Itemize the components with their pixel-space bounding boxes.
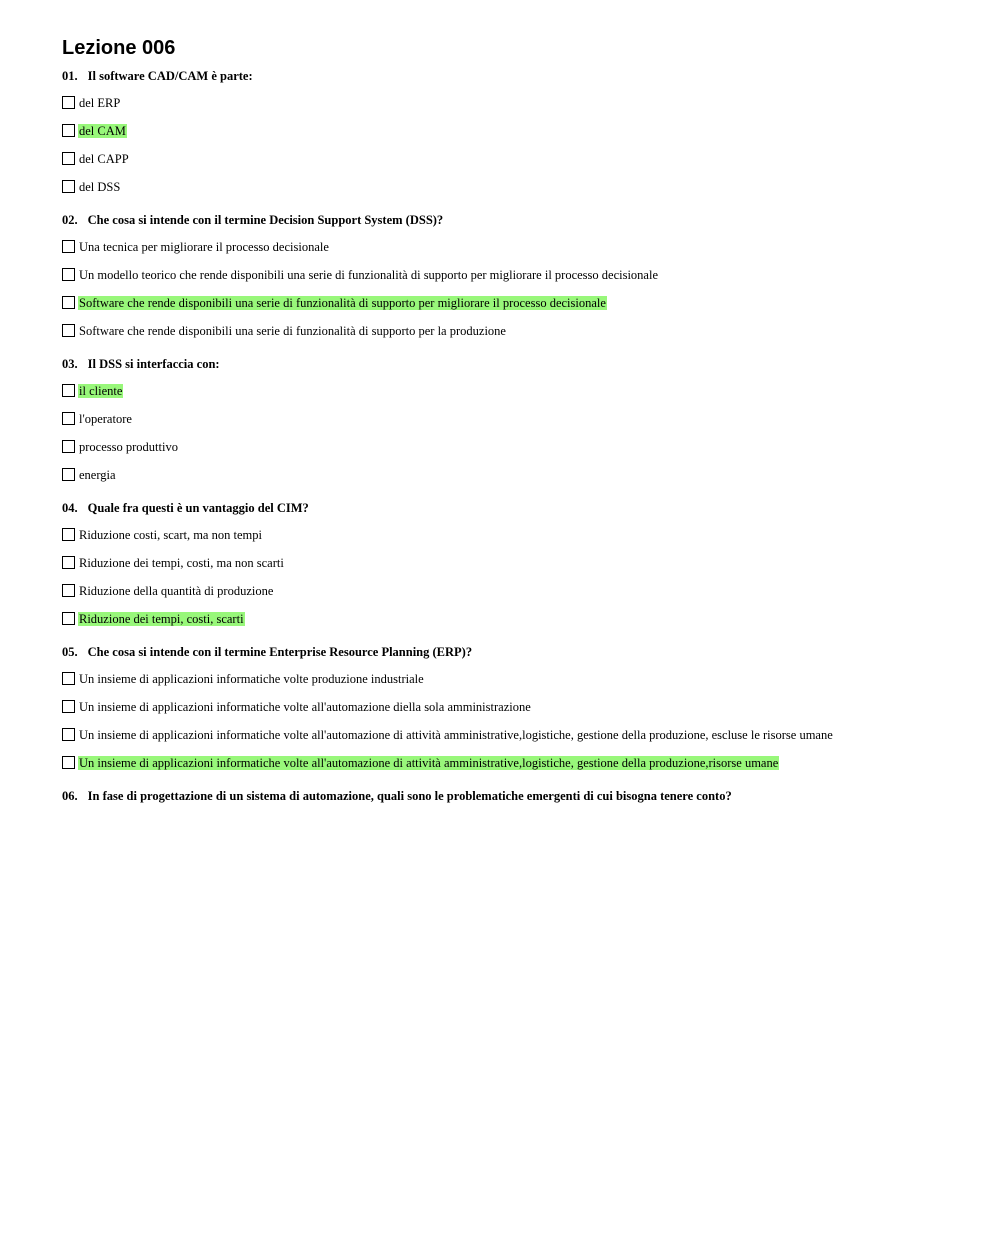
answer-text: del CAPP <box>79 151 129 166</box>
answer-checkbox[interactable] <box>62 528 75 541</box>
answer-option[interactable] <box>62 725 962 744</box>
question-1 <box>62 68 962 196</box>
answer-text: processo produttivo <box>79 439 178 454</box>
answer-checkbox[interactable] <box>62 584 75 597</box>
lesson-title: Lezione 006 <box>62 37 176 59</box>
answer-checkbox[interactable] <box>62 412 75 425</box>
answer-option[interactable] <box>62 93 962 112</box>
question-number: 01. <box>62 69 78 83</box>
question-2 <box>62 212 962 340</box>
answer-text: l'operatore <box>79 411 132 426</box>
question-heading <box>62 212 962 228</box>
question-5 <box>62 644 962 772</box>
answer-option[interactable] <box>62 437 962 456</box>
answer-option[interactable] <box>62 525 962 544</box>
answer-option[interactable] <box>62 121 962 140</box>
answer-text: Riduzione dei tempi, costi, ma non scarti <box>79 555 284 570</box>
answer-checkbox[interactable] <box>62 384 75 397</box>
answer-checkbox[interactable] <box>62 124 75 137</box>
question-list <box>62 68 962 804</box>
answer-option[interactable] <box>62 381 962 400</box>
answer-option[interactable] <box>62 149 962 168</box>
answer-text: Un insieme di applicazioni informatiche volte produzione industriale <box>79 671 424 686</box>
correct-answer-text: Riduzione dei tempi, costi, scarti <box>79 611 244 626</box>
answer-checkbox[interactable] <box>62 700 75 713</box>
question-text: In fase di progettazione di un sistema di automazione, quali sono le problematiche emergenti di cui bisogna tenere conto? <box>87 789 732 803</box>
answer-text: Un insieme di applicazioni informatiche volte all'automazione di attività amministrative,logistiche, gestione della produzione, escluse le risorse umane <box>79 727 833 742</box>
answer-text: del ERP <box>79 95 121 110</box>
question-number: 06. <box>62 789 78 803</box>
question-number: 04. <box>62 501 78 515</box>
answer-checkbox[interactable] <box>62 672 75 685</box>
answer-text: energia <box>79 467 116 482</box>
answer-checkbox[interactable] <box>62 612 75 625</box>
correct-answer-text: del CAM <box>79 123 126 138</box>
answer-checkbox[interactable] <box>62 240 75 253</box>
answer-checkbox[interactable] <box>62 180 75 193</box>
question-text: Quale fra questi è un vantaggio del CIM? <box>87 501 309 515</box>
answer-checkbox[interactable] <box>62 468 75 481</box>
question-number: 02. <box>62 213 78 227</box>
answer-text: del DSS <box>79 179 121 194</box>
answer-option[interactable] <box>62 581 962 600</box>
answer-checkbox[interactable] <box>62 296 75 309</box>
answer-text: Software che rende disponibili una serie di funzionalità di supporto per la produzione <box>79 323 506 338</box>
correct-answer-text: il cliente <box>79 383 123 398</box>
answer-checkbox[interactable] <box>62 96 75 109</box>
answer-option[interactable] <box>62 177 962 196</box>
answer-text: Un modello teorico che rende disponibili una serie di funzionalità di supporto per migliorare il processo decisionale <box>79 267 659 282</box>
answer-option[interactable] <box>62 409 962 428</box>
question-heading <box>62 788 962 804</box>
answer-text: Riduzione costi, scart, ma non tempi <box>79 527 262 542</box>
answer-option[interactable] <box>62 237 962 256</box>
answer-option[interactable] <box>62 753 962 772</box>
question-text: Il software CAD/CAM è parte: <box>87 69 253 83</box>
question-heading <box>62 644 962 660</box>
answer-checkbox[interactable] <box>62 728 75 741</box>
answer-checkbox[interactable] <box>62 268 75 281</box>
answer-option[interactable] <box>62 265 962 284</box>
question-number: 03. <box>62 357 78 371</box>
quiz-page <box>62 36 962 820</box>
question-3 <box>62 356 962 484</box>
answer-option[interactable] <box>62 293 962 312</box>
question-heading <box>62 68 962 84</box>
question-6 <box>62 788 962 804</box>
answer-option[interactable] <box>62 609 962 628</box>
question-text: Che cosa si intende con il termine Enterprise Resource Planning (ERP)? <box>87 645 473 659</box>
answer-option[interactable] <box>62 321 962 340</box>
answer-checkbox[interactable] <box>62 440 75 453</box>
answer-text: Un insieme di applicazioni informatiche volte all'automazione diella sola amministrazione <box>79 699 531 714</box>
question-4 <box>62 500 962 628</box>
answer-text: Una tecnica per migliorare il processo decisionale <box>79 239 329 254</box>
correct-answer-text: Software che rende disponibili una serie di funzionalità di supporto per migliorare il processo decisionale <box>79 295 606 310</box>
answer-text: Riduzione della quantità di produzione <box>79 583 274 598</box>
answer-checkbox[interactable] <box>62 556 75 569</box>
answer-option[interactable] <box>62 553 962 572</box>
answer-option[interactable] <box>62 465 962 484</box>
answer-option[interactable] <box>62 669 962 688</box>
answer-checkbox[interactable] <box>62 324 75 337</box>
answer-checkbox[interactable] <box>62 152 75 165</box>
correct-answer-text: Un insieme di applicazioni informatiche volte all'automazione di attività amministrative,logistiche, gestione della produzione,risorse umane <box>79 755 779 770</box>
question-text: Il DSS si interfaccia con: <box>87 357 220 371</box>
question-heading <box>62 500 962 516</box>
question-text: Che cosa si intende con il termine Decision Support System (DSS)? <box>87 213 444 227</box>
question-heading <box>62 356 962 372</box>
answer-option[interactable] <box>62 697 962 716</box>
answer-checkbox[interactable] <box>62 756 75 769</box>
question-number: 05. <box>62 645 78 659</box>
